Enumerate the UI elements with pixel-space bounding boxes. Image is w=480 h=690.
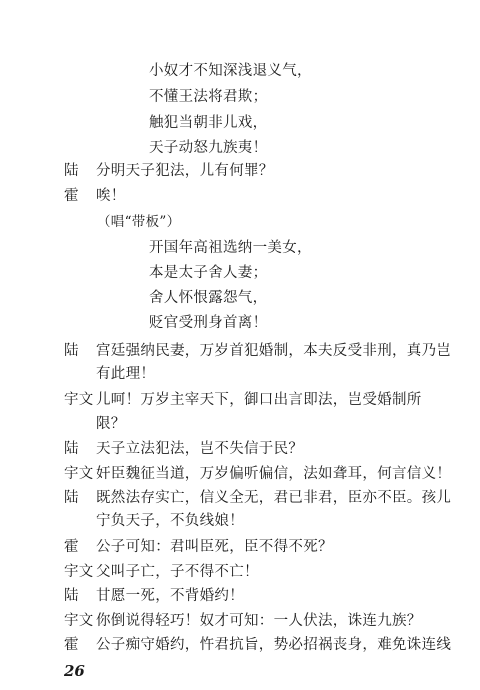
dialogue-line [64, 464, 451, 484]
dialogue-line [64, 611, 422, 631]
speaker-name: 陆 [64, 163, 79, 179]
page-number: 26 [64, 662, 85, 680]
dialogue-continuation: 有此理！ [96, 366, 156, 382]
dialogue-line [64, 537, 333, 557]
dialogue-text: 你倒说得轻巧！奴才可知：一人伏法，诛连九族？ [96, 613, 422, 629]
speaker-name: 霍 [64, 539, 79, 555]
dialogue-line [64, 186, 126, 206]
speaker-name: 宇文 [64, 613, 94, 629]
dialogue-text: 既然法存实亡，信义全无，君已非君，臣亦不臣。孩儿 [96, 490, 452, 506]
speaker-name: 陆 [64, 441, 79, 457]
speaker-name: 宇文 [64, 392, 94, 408]
dialogue-line [64, 439, 303, 459]
dialogue-line [64, 390, 422, 410]
dialogue-line [64, 161, 274, 181]
stage-direction: （唱“带板”） [97, 214, 181, 230]
speaker-name: 陆 [64, 490, 79, 506]
speaker-name: 霍 [64, 188, 79, 204]
speaker-name: 宇文 [64, 564, 94, 580]
verse-line: 天子动怒九族夷！ [149, 140, 268, 156]
dialogue-text: 唉！ [96, 188, 126, 204]
verse-line: 触犯当朝非儿戏， [149, 115, 268, 131]
speaker-name: 陆 [64, 343, 79, 359]
dialogue-line [64, 488, 451, 508]
dialogue-line [64, 341, 451, 361]
verse-line: 小奴才不知深浅退义气， [149, 63, 312, 79]
dialogue-text: 公子痴守婚约，忤君抗旨，势必招祸丧身，难免诛连线 [96, 637, 452, 653]
dialogue-line [64, 586, 244, 606]
dialogue-text: 分明天子犯法，儿有何罪？ [96, 163, 274, 179]
dialogue-text: 宫廷强纳民妻，万岁首犯婚制，本夫反受非刑，真乃岂 [96, 343, 452, 359]
dialogue-continuation: 限？ [96, 416, 126, 432]
speaker-name: 霍 [64, 637, 79, 653]
speaker-name: 陆 [64, 588, 79, 604]
dialogue-continuation: 宁负天子，不负线娘！ [96, 513, 244, 529]
speaker-name: 宇文 [64, 466, 94, 482]
dialogue-text: 公子可知：君叫臣死，臣不得不死？ [96, 539, 333, 555]
verse-line: 开国年高祖选纳一美女， [149, 240, 312, 256]
verse-line: 不懂王法将君欺； [149, 89, 268, 105]
verse-line: 本是太子舍人妻； [149, 265, 268, 281]
verse-line: 舍人怀恨露怨气， [149, 290, 268, 306]
dialogue-text: 儿呵！万岁主宰天下，御口出言即法，岂受婚制所 [96, 392, 422, 408]
dialogue-text: 父叫子亡，子不得不亡！ [96, 564, 259, 580]
dialogue-line [64, 635, 451, 655]
dialogue-text: 天子立法犯法，岂不失信于民？ [96, 441, 304, 457]
dialogue-text: 甘愿一死，不背婚约！ [96, 588, 244, 604]
dialogue-line [64, 562, 259, 582]
verse-line: 贬官受刑身首离！ [149, 315, 268, 331]
dialogue-text: 奸臣魏征当道，万岁偏听偏信，法如聋耳，何言信义！ [96, 466, 452, 482]
